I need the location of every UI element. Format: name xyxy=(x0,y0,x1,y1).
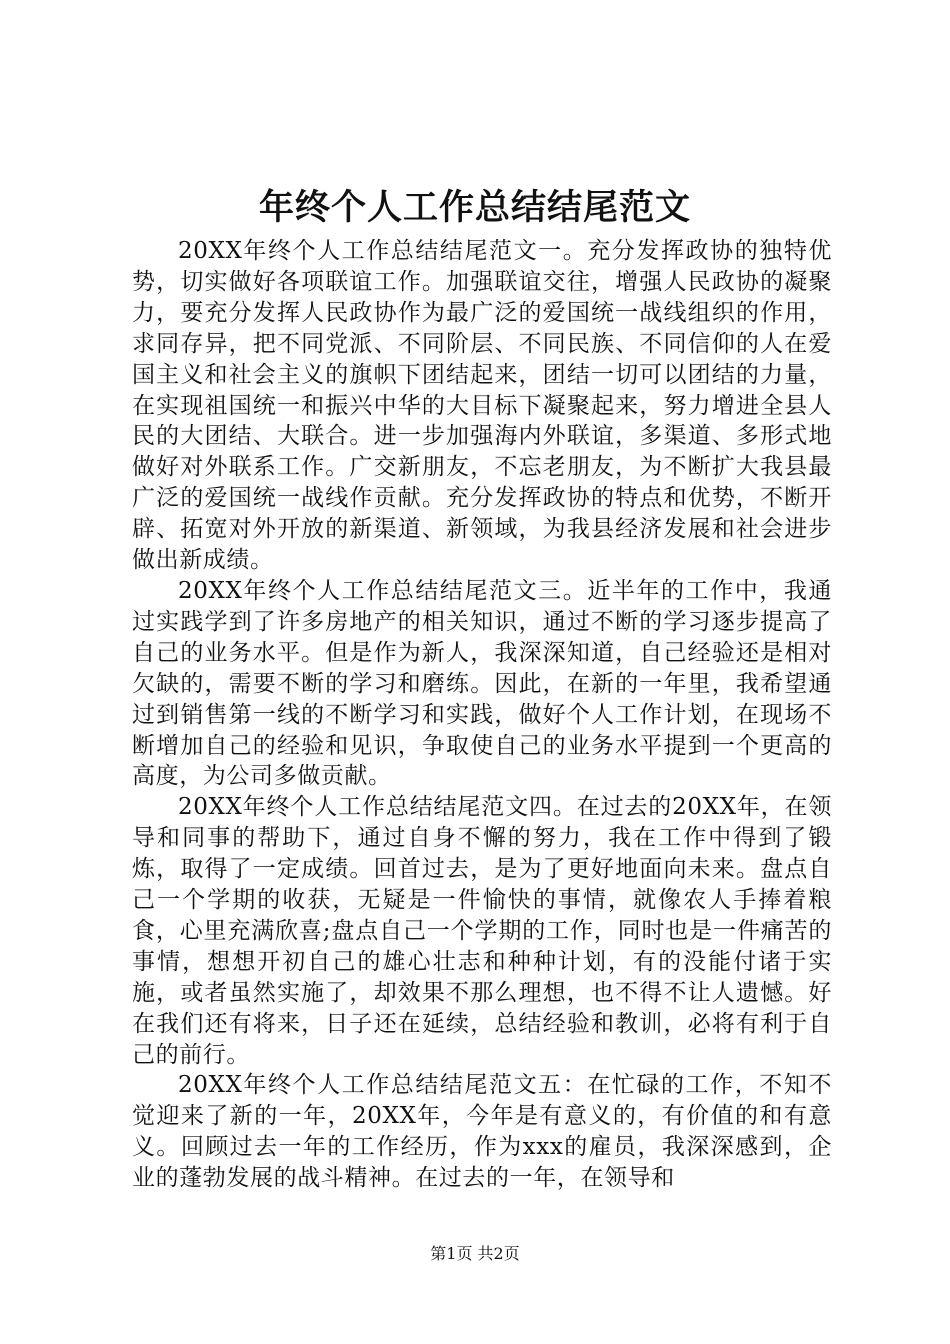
paragraph-3: 20XX年终个人工作总结结尾范文四。在过去的20XX年，在领导和同事的帮助下，通过自身不懈的努力，我在工作中得到了锻炼，取得了一定成绩。回首过去，是为了更好地面向未来。盘点自己一个学期的收获，无疑是一件愉快的事情，就像农人手捧着粮食，心里充满欣喜;盘点自己一个学期的工作，同时也是一件痛苦的事情，想想开初自己的雄心壮志和种种计划，有的没能付诸于实施，或者虽然实施了，却效果不那么理想，也不得不让人遗憾。好在我们还有将来，日子还在延续，总结经验和教训，必将有利于自己的前行。 xyxy=(132,794,832,1068)
page-total: 共2页 xyxy=(477,1244,520,1263)
paragraph-2: 20XX年终个人工作总结结尾范文三。近半年的工作中，我通过实践学到了许多房地产的相关知识，通过不断的学习逐步提高了自己的业务水平。但是作为新人，我深深知道，自己经验还是相对欠缺的，需要不断的学习和磨练。因此，在新的一年里，我希望通过到销售第一线的不断学习和实践，做好个人工作计划，在现场不断增加自己的经验和见识，争取使自己的业务水平提到一个更高的高度，为公司多做贡献。 xyxy=(132,577,832,790)
document-title: 年终个人工作总结结尾范文 xyxy=(258,187,691,228)
page-footer xyxy=(0,1243,950,1265)
document-body xyxy=(132,236,832,1194)
page-number: 第1页 xyxy=(430,1244,473,1263)
paragraph-4: 20XX年终个人工作总结结尾范文五：在忙碌的工作，不知不觉迎来了新的一年，20XX年，今年是有意义的，有价值的和有意义。回顾过去一年的工作经历，作为xxx的雇员，我深深感到，企业的蓬勃发展的战斗精神。在过去的一年，在领导和 xyxy=(132,1072,832,1192)
paragraph-1: 20XX年终个人工作总结结尾范文一。充分发挥政协的独特优势，切实做好各项联谊工作。加强联谊交往，增强人民政协的凝聚力，要充分发挥人民政协作为最广泛的爱国统一战线组织的作用，求同存异，把不同党派、不同阶层、不同民族、不同信仰的人在爱国主义和社会主义的旗帜下团结起来，团结一切可以团结的力量，在实现祖国统一和振兴中华的大目标下凝聚起来，努力增进全县人民的大团结、大联合。进一步加强海内外联谊，多渠道、多形式地做好对外联系工作。广交新朋友，不忘老朋友，为不断扩大我县最广泛的爱国统一战线作贡献。充分发挥政协的特点和优势，不断开辟、拓宽对外开放的新渠道、新领域，为我县经济发展和社会进步做出新成绩。 xyxy=(132,238,832,574)
